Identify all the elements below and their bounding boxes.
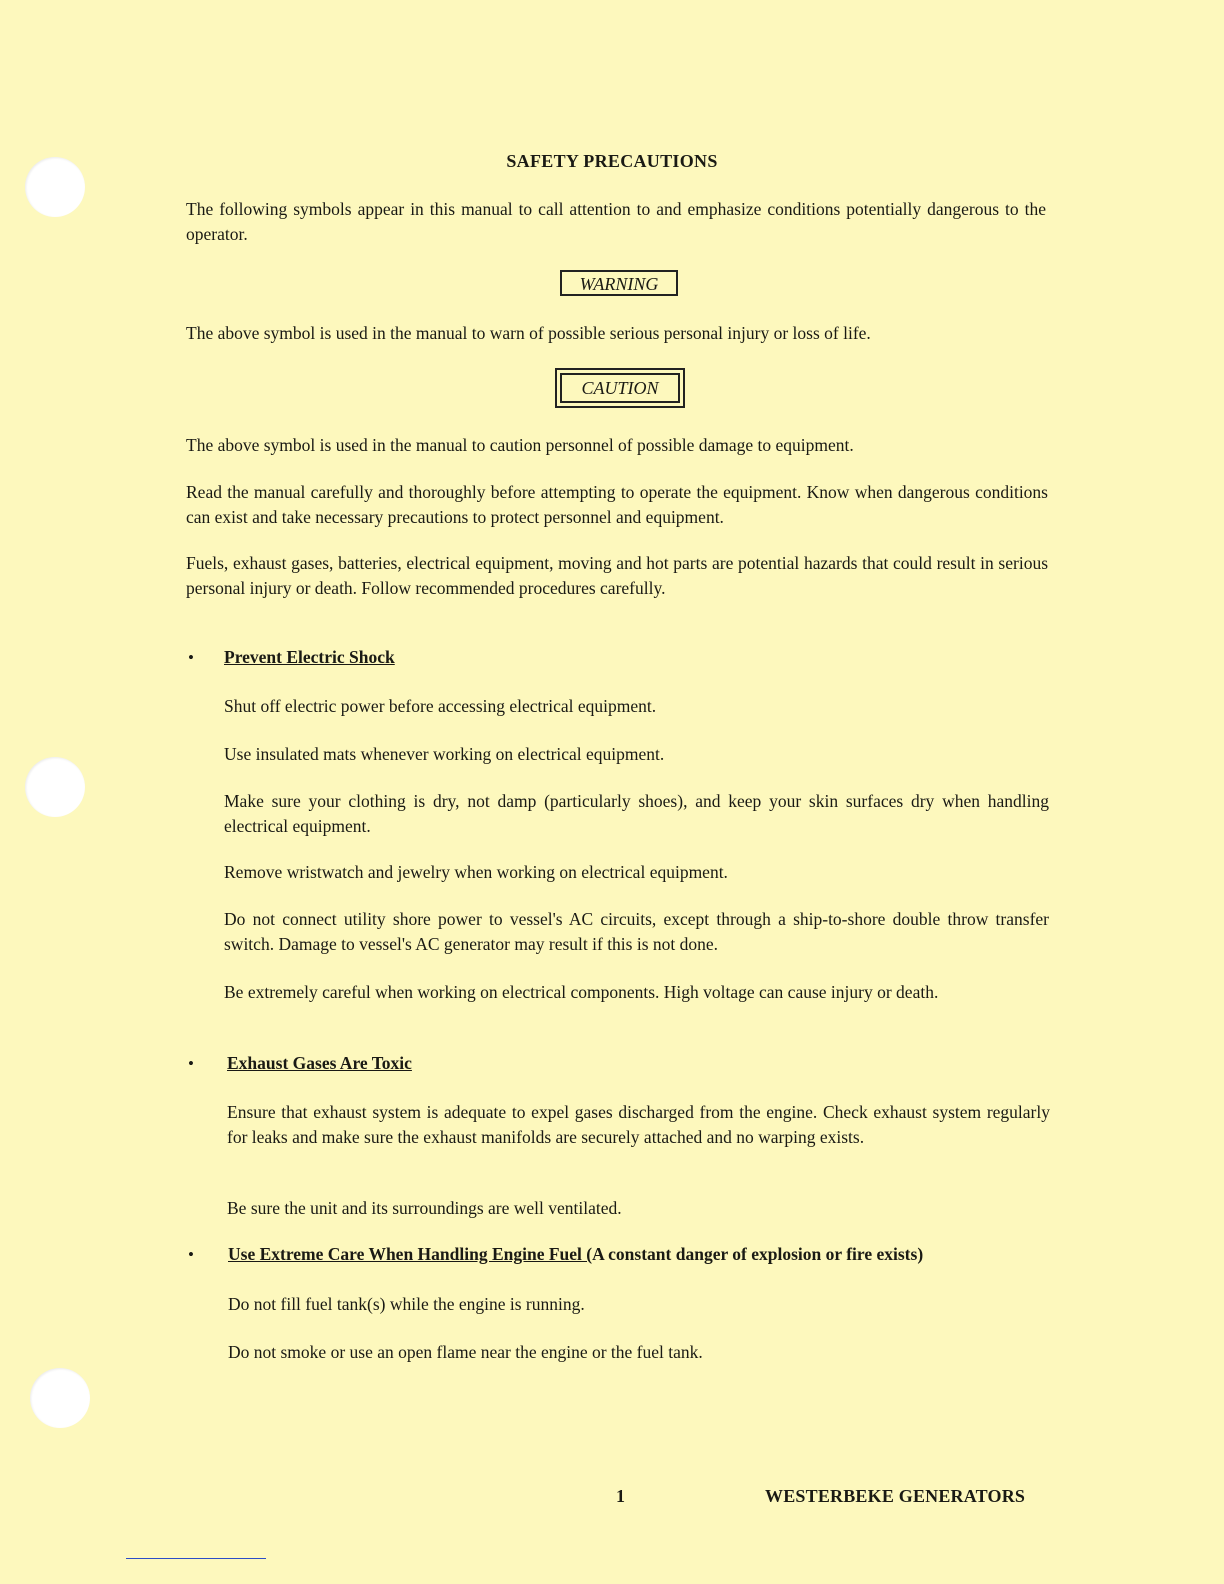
bullet-icon: • (188, 648, 194, 667)
section-heading (227, 1053, 412, 1074)
section-heading-rest: A constant danger of explosion or fire exists) (592, 1244, 924, 1264)
section-paragraph: Use insulated mats whenever working on electrical equipment. (224, 744, 665, 764)
footer-rule (126, 1558, 266, 1559)
binder-hole (30, 1368, 90, 1428)
section-paragraph: Be extremely careful when working on electrical components. High voltage can cause injury or death. (224, 982, 939, 1002)
bullet-icon: • (188, 1245, 194, 1264)
section-heading (224, 647, 395, 668)
warning-description: The above symbol is used in the manual to warn of possible serious personal injury or loss of life. (186, 323, 871, 343)
section-paragraph: Shut off electric power before accessing electrical equipment. (224, 696, 657, 716)
section-heading (228, 1244, 923, 1265)
section-heading-underlined: Use Extreme Care When Handling Engine Fuel ( (228, 1244, 593, 1264)
section-heading-text: Prevent Electric Shock (224, 647, 395, 667)
hazards-paragraph: Fuels, exhaust gases, batteries, electrical equipment, moving and hot parts are potential hazards that could result in serious personal injury or death. Follow recommended procedures carefully. (186, 553, 1048, 598)
section-paragraph: Do not smoke or use an open flame near the engine or the fuel tank. (228, 1342, 703, 1362)
caution-label: CAUTION (560, 373, 680, 403)
page-number: 1 (616, 1486, 625, 1506)
section-heading-text: Exhaust Gases Are Toxic (227, 1053, 412, 1073)
section-paragraph: Ensure that exhaust system is adequate to expel gases discharged from the engine. Check exhaust system regularly for leaks and make sure the exhaust manifolds are securely attached and no warping exists. (227, 1102, 1050, 1147)
footer-brand: WESTERBEKE GENERATORS (765, 1486, 1026, 1506)
warning-symbol: WARNING (560, 270, 678, 296)
section-paragraph: Make sure your clothing is dry, not damp (particularly shoes), and keep your skin surfaces dry when handling electrical equipment. (224, 791, 1049, 836)
intro-paragraph: The following symbols appear in this manual to call attention to and emphasize conditions potentially dangerous to the operator. (186, 199, 1046, 244)
section-paragraph: Be sure the unit and its surroundings are well ventilated. (227, 1198, 622, 1218)
caution-description: The above symbol is used in the manual to caution personnel of possible damage to equipment. (186, 435, 854, 455)
section-paragraph: Remove wristwatch and jewelry when working on electrical equipment. (224, 862, 728, 882)
caution-symbol (555, 368, 685, 408)
section-paragraph: Do not fill fuel tank(s) while the engine is running. (228, 1294, 585, 1314)
bullet-icon: • (188, 1054, 194, 1073)
read-manual-paragraph: Read the manual carefully and thoroughly before attempting to operate the equipment. Know when dangerous conditions can exist and take necessary precautions to protect personnel and equipment. (186, 482, 1048, 527)
page-title: SAFETY PRECAUTIONS (506, 151, 718, 171)
binder-hole (25, 757, 85, 817)
section-paragraph: Do not connect utility shore power to vessel's AC circuits, except through a ship-to-shore double throw transfer switch. Damage to vessel's AC generator may result if this is not done. (224, 909, 1049, 954)
